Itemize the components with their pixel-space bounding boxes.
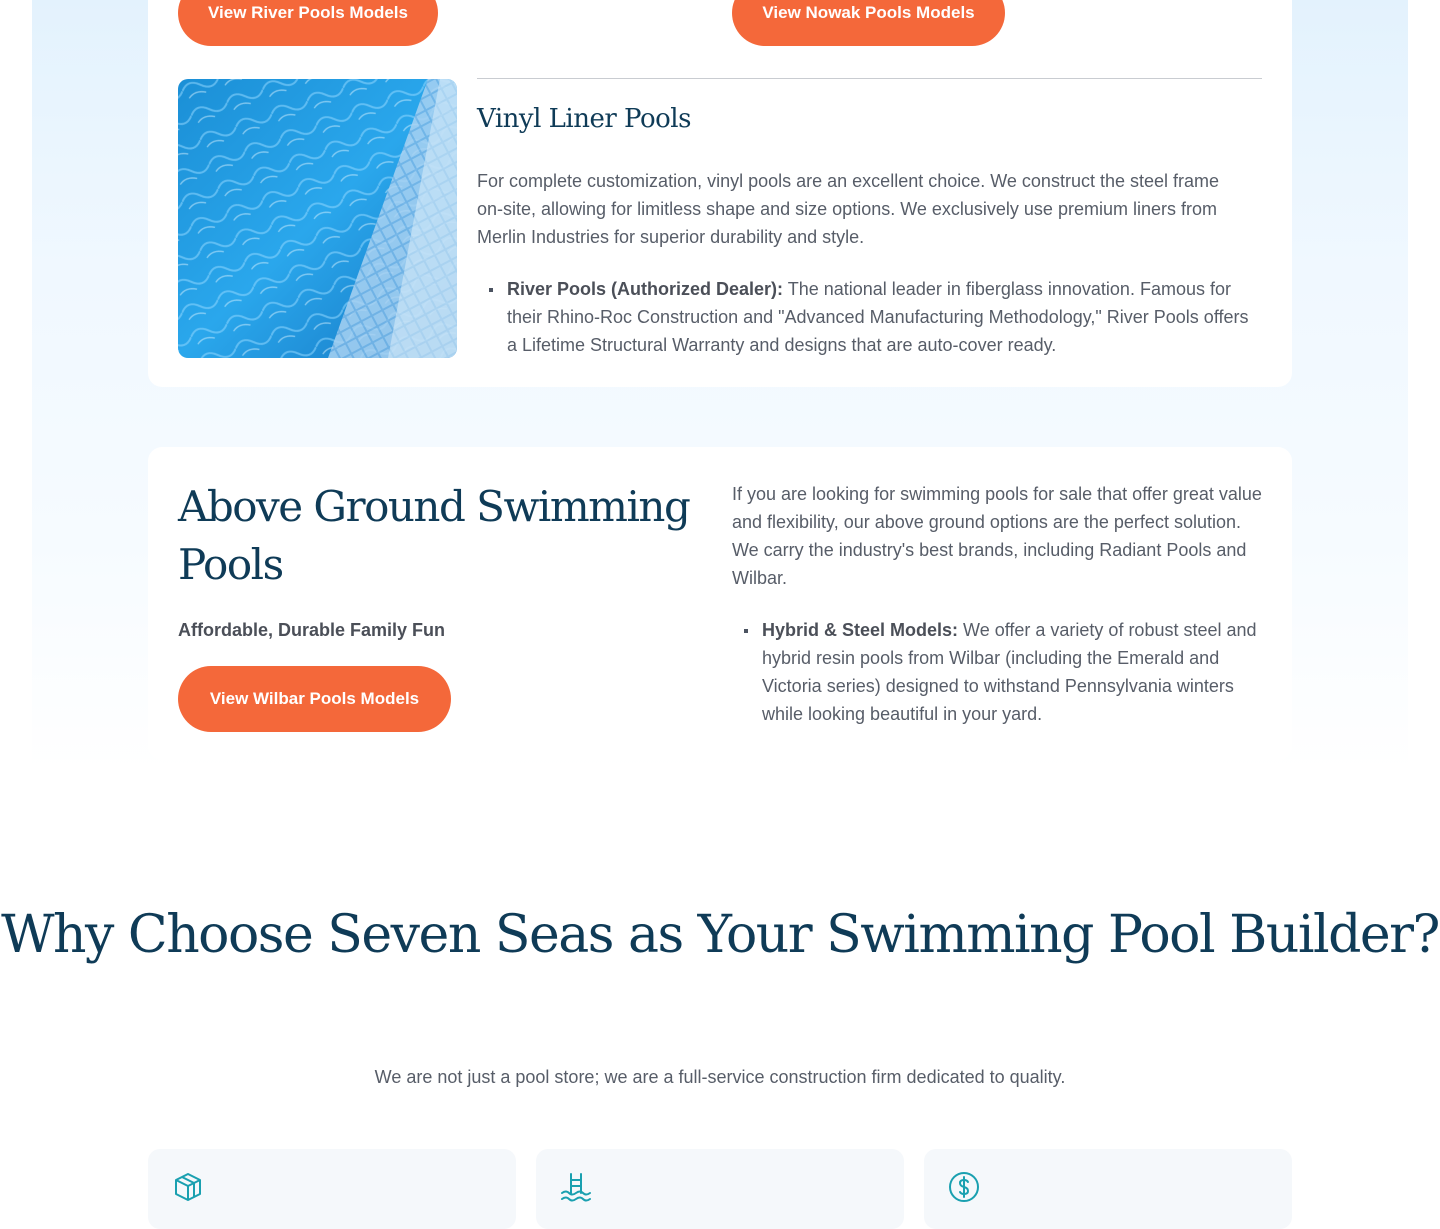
list-item (477, 275, 1262, 359)
list-item-text: We offer a variety of robust steel and hybrid resin pools from Wilbar (including the Emerald and Victoria series) designed to withstand Pennsylvania winters while looking beautiful in your yard. (762, 620, 1257, 724)
divider (477, 78, 1262, 79)
why-choose-subtitle: We are not just a pool store; we are a full-service construction firm dedicated to quality. (374, 1067, 1066, 1087)
list-item (732, 616, 1272, 728)
above-ground-subheading: Affordable, Durable Family Fun (178, 620, 446, 640)
bullet-icon (489, 288, 493, 292)
vinyl-pool-image (178, 79, 457, 358)
pool-ladder-icon (560, 1171, 592, 1203)
dollar-icon (948, 1171, 980, 1203)
feature-card (536, 1149, 904, 1229)
view-wilbar-pools-button[interactable]: View Wilbar Pools Models (178, 666, 451, 732)
above-ground-list (732, 616, 1272, 728)
vinyl-brand-list (477, 275, 1262, 359)
above-ground-heading: Above Ground Swimming Pools (178, 482, 690, 589)
why-choose-heading: Why Choose Seven Seas as Your Swimming Pool Builder? (1, 905, 1439, 965)
feature-card (924, 1149, 1292, 1229)
vinyl-heading: Vinyl Liner Pools (477, 104, 691, 134)
vinyl-description: For complete customization, vinyl pools are an excellent choice. We construct the steel frame on-site, allowing for limitless shape and size options. We exclusively use premium liners from Merlin Industries for superior durability and style. (477, 171, 1220, 247)
cube-icon (172, 1171, 204, 1203)
list-item-text: The national leader in fiberglass innovation. Famous for their Rhino-Roc Construction and "Advanced Manufacturing Methodology," River Pools offers a Lifetime Structural Warranty and designs that are auto-cover ready. (507, 279, 1249, 355)
view-nowak-pools-button[interactable]: View Nowak Pools Models (732, 0, 1005, 46)
above-ground-description: If you are looking for swimming pools for sale that offer great value and flexibility, our above ground options are the perfect solution. We carry the industry's best brands, including Radiant Pools and Wilbar. (732, 484, 1262, 588)
bullet-icon (744, 629, 748, 633)
list-item-title: Hybrid & Steel Models: (762, 620, 959, 640)
feature-card (148, 1149, 516, 1229)
list-item-title: River Pools (Authorized Dealer): (507, 279, 784, 299)
view-river-pools-button[interactable]: View River Pools Models (178, 0, 438, 46)
